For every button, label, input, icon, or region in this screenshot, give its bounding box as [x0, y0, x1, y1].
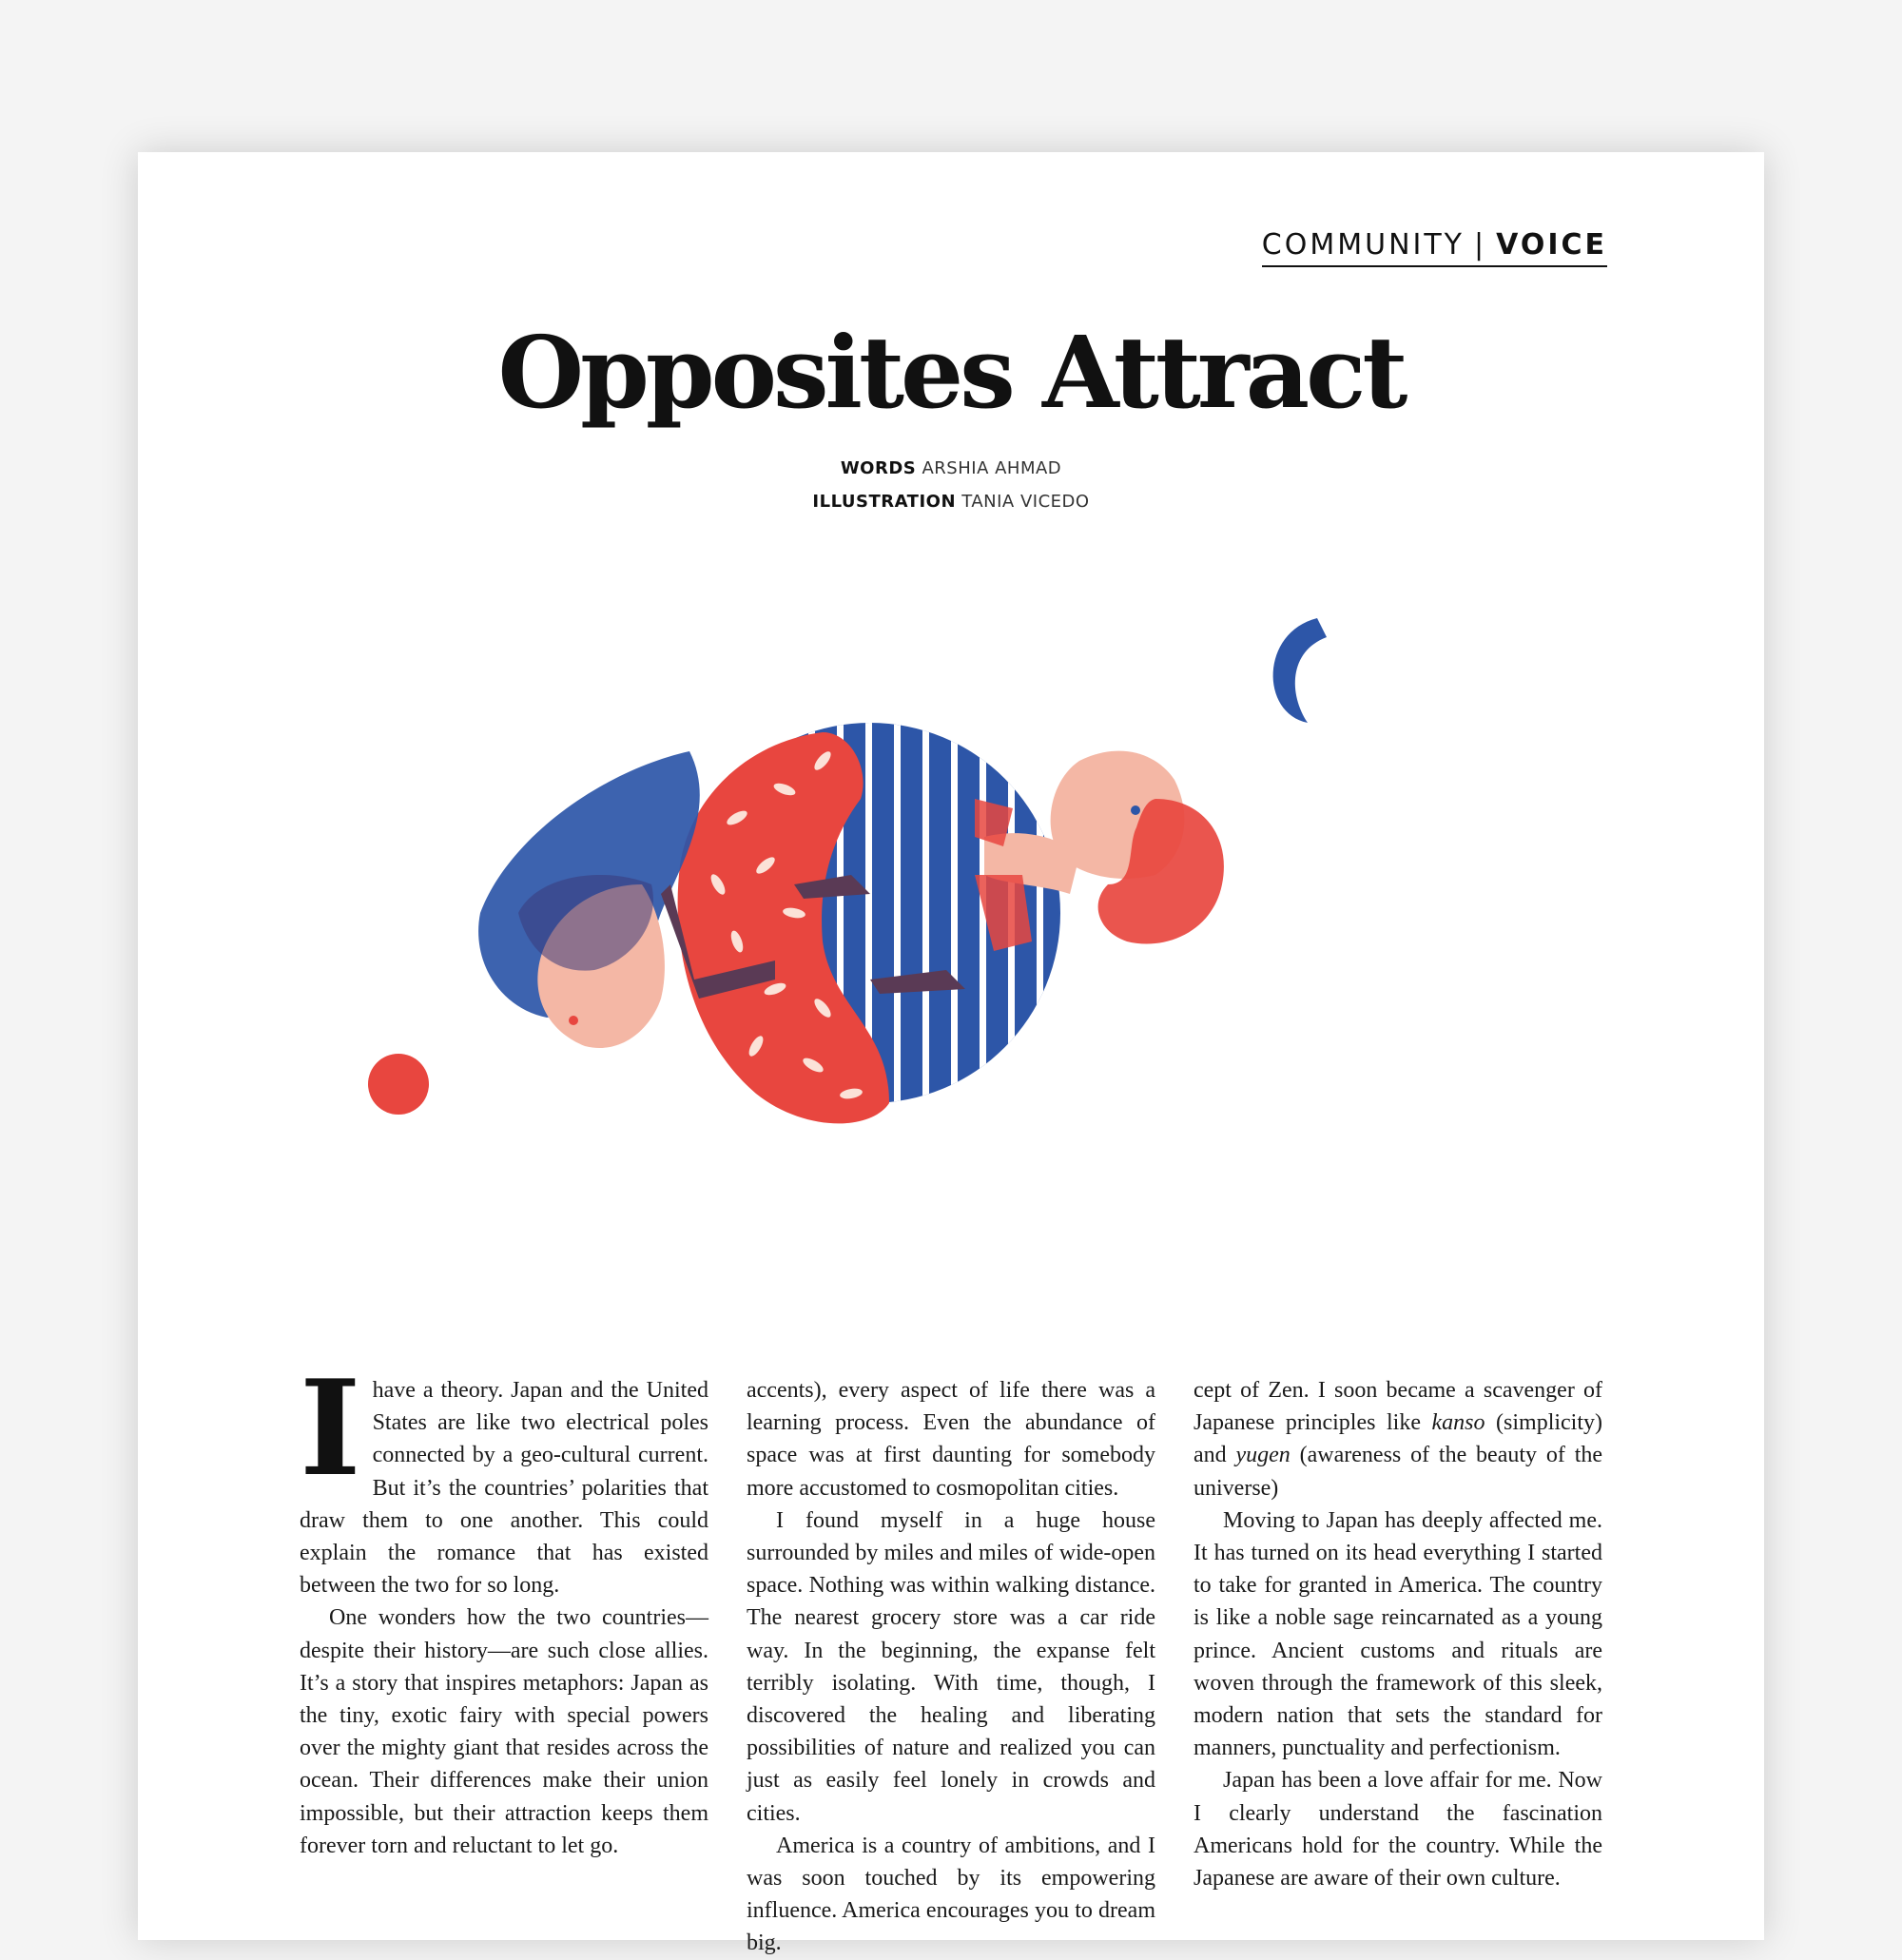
section-separator: | [1474, 228, 1487, 262]
red-dot [368, 1054, 429, 1115]
paragraph: Moving to Japan has deeply affected me. It has turned on its head everything I started to take for granted in America. The country is like a noble sage reincarnated as a young prince. Ancient customs and rituals are woven through the framework of this sleek, modern nation that sets the standard for manners, punctuality and perfectionism. [1194, 1507, 1602, 1761]
illustration-label: ILLUSTRATION [812, 492, 957, 512]
paragraph-text: have a theory. Japan and the United States are like two electrical poles connected by a geo-cultural current. But it’s the countries’ polarities that draw them to one another. This could explain the romance that has existed between the two for so long. [300, 1378, 708, 1599]
right-figure-eye [1131, 805, 1140, 815]
article-headline: Opposites Attract [497, 314, 1405, 431]
section-name: VOICE [1496, 228, 1607, 262]
section-tag [1262, 228, 1607, 267]
crescent-moon-icon [1273, 618, 1327, 723]
paragraph: Japan has been a love affair for me. Now I clearly understand the fascination Americans hold for the country. While the Japanese are aware of their own culture. [1194, 1768, 1602, 1892]
column-3 [1194, 1374, 1602, 1960]
article-credits [138, 452, 1764, 518]
paragraph [1194, 1374, 1602, 1504]
left-figure-eye [569, 1016, 578, 1025]
words-label: WORDS [840, 458, 917, 478]
illustrator-name: TANIA VICEDO [961, 492, 1090, 512]
credit-words [138, 452, 1764, 485]
term-kanso: kanso [1431, 1410, 1485, 1436]
paragraph: I found myself in a huge house surrounded by miles and miles of wide-open space. Nothing was within walking distance. The nearest grocery store was a car ride way. In the beginning, the expanse felt terribly isolating. With time, though, I discovered the healing and liberating possibilities of nature and realized you can just as easily feel lonely in crowds and cities. [747, 1507, 1155, 1826]
magazine-page [138, 152, 1764, 1956]
column-2 [747, 1374, 1155, 1960]
credit-illustration [138, 485, 1764, 518]
column-1 [300, 1350, 708, 1960]
paragraph: America is a country of ambitions, and I was soon touched by its empowering influence. America encourages you to dream big. [747, 1833, 1155, 1956]
author-name: ARSHIA AHMAD [922, 458, 1062, 478]
paragraph: accents), every aspect of life there was a learning process. Even the abundance of space was at first daunting for somebody more accustomed to cosmopolitan cities. [747, 1378, 1155, 1501]
article-body [300, 1350, 1603, 1960]
section-category: COMMUNITY [1261, 228, 1465, 262]
term-yugen: yugen [1235, 1443, 1291, 1468]
paragraph-text: cept of Zen. I soon became a scavenger of Japanese principles like [1194, 1378, 1602, 1436]
drop-cap: I [300, 1350, 361, 1505]
paragraph-text: (awareness of the beauty of the universe) [1194, 1443, 1603, 1501]
opposites-attract-illustration [376, 599, 1536, 1284]
paragraph-text: (simplicity) and [1194, 1410, 1603, 1468]
paragraph [300, 1350, 708, 1601]
paragraph: One wonders how the two countries—despite their history—are such close allies. It’s a story that inspires metaphors: Japan as the tiny, exotic fairy with special powers over the mighty giant that resides across the ocean. Their differences make their union impossible, but their attraction keeps them forever torn and reluctant to let go. [300, 1605, 708, 1858]
